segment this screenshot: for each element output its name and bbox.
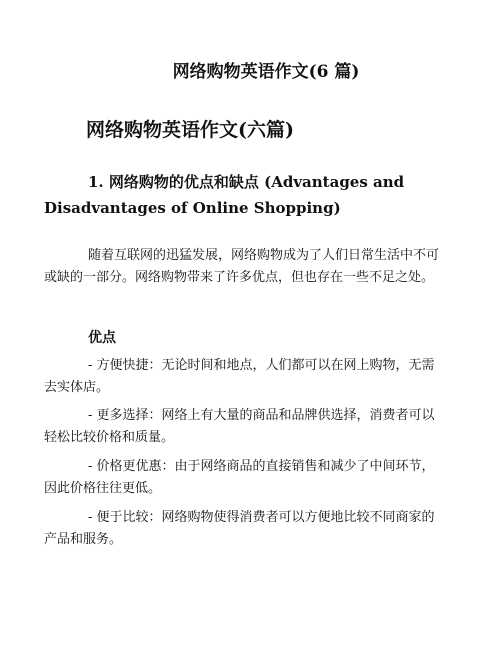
- advantage-item-line-1: - 价格更优惠：由于网络商品的直接销售和减少了中间环节，: [88, 459, 435, 474]
- advantages-heading: 优点: [88, 330, 116, 346]
- advantage-item: [44, 507, 484, 551]
- advantage-item: [44, 355, 484, 399]
- section-heading-line-2: Disadvantages of Online Shopping): [44, 199, 341, 217]
- advantage-item-line-2: 产品和服务。: [44, 532, 123, 547]
- advantage-item-line-1: - 便于比较：网络购物使得消费者可以方便地比较不同商家的: [88, 510, 435, 525]
- advantage-item-line-1: - 方便快捷：无论时间和地点，人们都可以在网上购物，无需: [88, 358, 435, 373]
- advantage-item-line-2: 去实体店。: [44, 380, 110, 395]
- intro-paragraph: [44, 245, 484, 289]
- advantage-item: [44, 456, 484, 500]
- intro-line-1: 随着互联网的迅猛发展，网络购物成为了人们日常生活中不可: [88, 248, 440, 263]
- essay-heading: 网络购物英语作文(六篇): [86, 119, 294, 141]
- document-title: 网络购物英语作文(6 篇): [172, 62, 360, 82]
- advantage-item-line-2: 轻松比较价格和质量。: [44, 430, 175, 445]
- advantage-item: [44, 405, 484, 449]
- section-heading-line-1: 1. 网络购物的优点和缺点 (Advantages and: [88, 173, 405, 191]
- section-heading: [44, 169, 464, 221]
- advantage-item-line-1: - 更多选择：网络上有大量的商品和品牌供选择，消费者可以: [88, 408, 435, 423]
- intro-line-2: 或缺的一部分。网络购物带来了许多优点，但也存在一些不足之处。: [44, 270, 435, 285]
- advantage-item-line-2: 因此价格往往更低。: [44, 481, 162, 496]
